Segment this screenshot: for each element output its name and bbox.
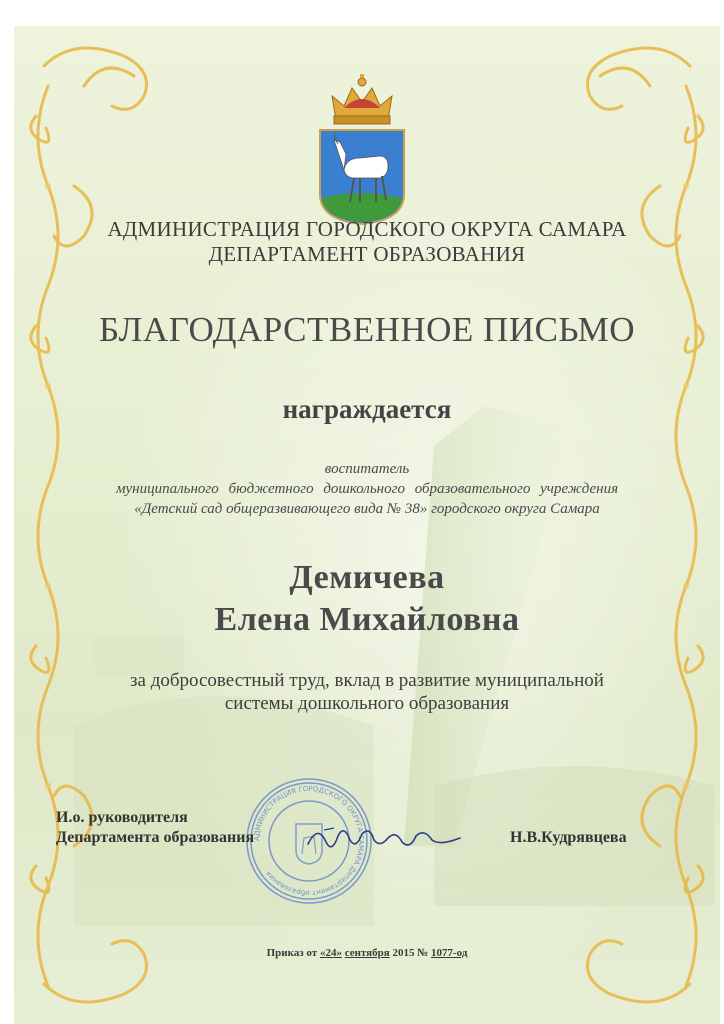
samara-coat-of-arms-emblem (314, 70, 410, 226)
awarded-label: награждается (282, 394, 452, 424)
signatory-position-line1: И.о. руководителя (56, 809, 188, 826)
signatory-position-line2: Департамента образования (56, 829, 255, 846)
order-number-sign: № (417, 947, 429, 959)
order-month: сентября (344, 947, 390, 959)
header-department: ДЕПАРТАМЕНТ ОБРАЗОВАНИЯ (208, 242, 526, 266)
order-number: 1077-од (431, 947, 468, 959)
recipient-role: воспитатель (324, 461, 410, 477)
signatory-name: Н.В.Кудрявцева (510, 829, 627, 846)
certificate-sheet (14, 26, 720, 1024)
header-administration: АДМИНИСТРАЦИЯ ГОРОДСКОГО ОКРУГА САМАРА (107, 217, 627, 241)
recipient-given-names: Елена Михайловна (214, 601, 520, 638)
recipient-organization-line2: «Детский сад общеразвивающего вида № 38» городского округа Самара (134, 501, 600, 517)
order-day: «24» (319, 947, 342, 959)
order-prefix: Приказ от (266, 947, 318, 959)
order-reference (14, 947, 720, 959)
document-title: БЛАГОДАРСТВЕННОЕ ПИСЬМО (98, 310, 636, 349)
recipient-surname: Демичева (289, 559, 445, 596)
handwritten-signature (304, 816, 464, 856)
stamp-text: АДМИНИСТРАЦИЯ ГОРОДСКОГО ОКРУГА САМАРА Департамент образования (252, 784, 366, 898)
recipient-organization-line1: муниципального бюджетного дошкольного образовательного учреждения (115, 481, 619, 497)
award-reason-line1: за добросовестный труд, вклад в развитие муниципальной (130, 670, 604, 691)
award-reason-line2: системы дошкольного образования (224, 693, 510, 714)
order-year: 2015 (392, 947, 415, 959)
